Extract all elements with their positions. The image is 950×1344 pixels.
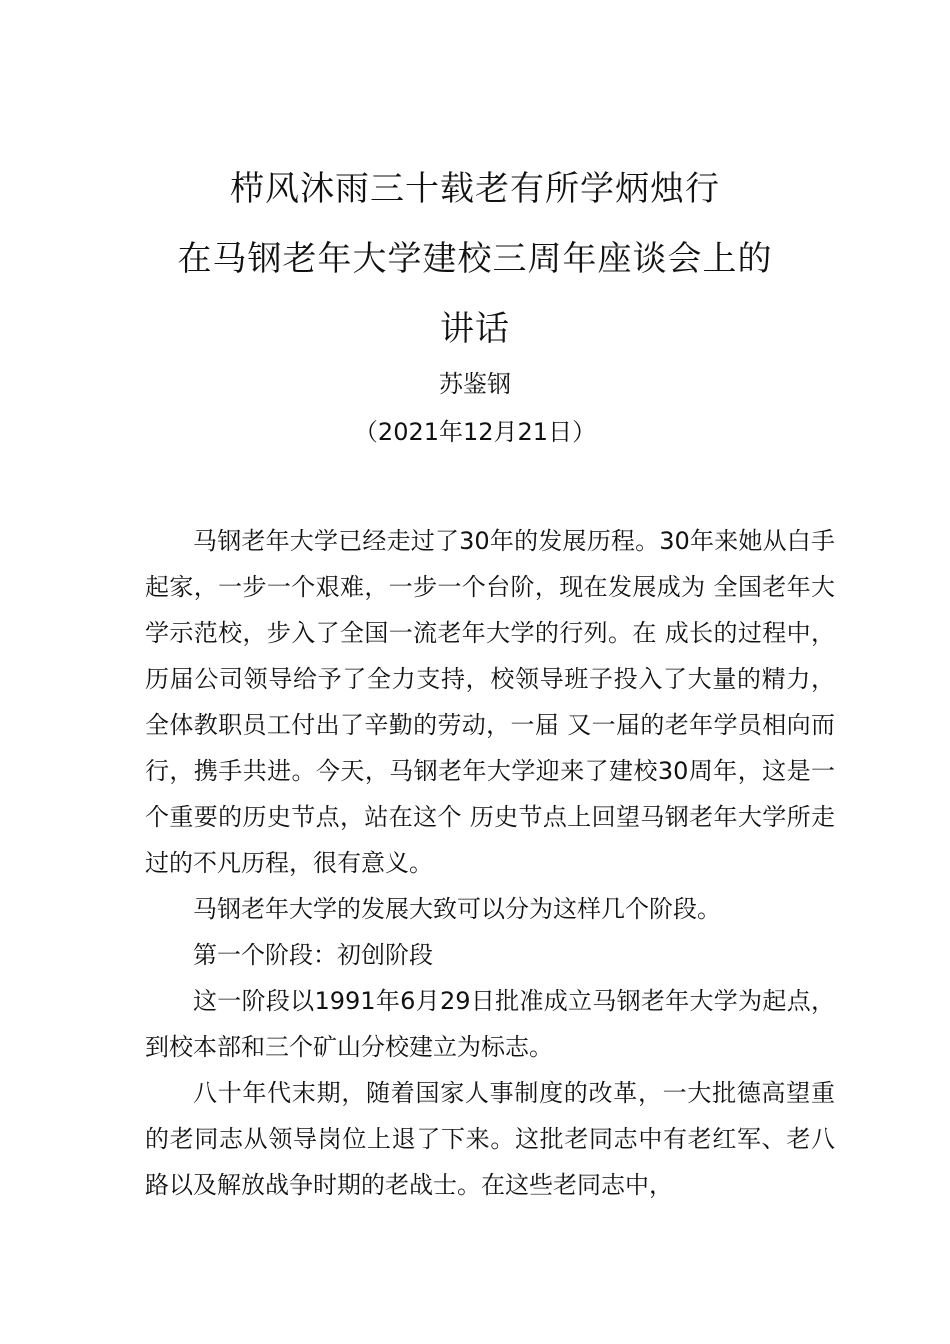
- paragraph: 这一阶段以1991年6月29日批准成立马钢老年大学为起点，到校本部和三个矿山分校建立为标志。: [145, 987, 835, 1061]
- paragraph: 马钢老年大学已经走过了30年的发展历程。30年来她从白手起家，一步一个艰难，一步一个台阶，现在发展成为 全国老年大学示范校，步入了全国一流老年大学的行列。在 成长的过程中，历届公司领导给予了全力支持，校领导班子投入了大量的精力，全体教职员工付出了辛勤的劳动，一届 又一届的老年学员相向而行，携手共进。今天，马钢老年大学迎来了建校30周年，这是一个重要的历史节点，站在这个 历史节点上回望马钢老年大学所走过的不凡历程，很有意义。: [145, 527, 835, 877]
- author-name: 苏鉴钢: [439, 370, 511, 398]
- paragraph: 马钢老年大学的发展大致可以分为这样几个阶段。: [193, 895, 721, 923]
- title-block: [0, 169, 950, 446]
- speech-date: （2021年12月21日）: [353, 418, 597, 446]
- body-text: [145, 518, 835, 1208]
- title-line-1: 栉风沐雨三十载老有所学炳烛行: [230, 169, 720, 209]
- title-line-2: 在马钢老年大学建校三周年座谈会上的: [177, 239, 773, 279]
- section-heading: 第一个阶段：初创阶段: [193, 941, 433, 969]
- paragraph: 八十年代末期，随着国家人事制度的改革，一大批德高望重的老同志从领导岗位上退了下来。这批老同志中有老红军、老八路以及解放战争时期的老战士。在这些老同志中，: [145, 1079, 835, 1199]
- title-line-3: 讲话: [440, 309, 510, 349]
